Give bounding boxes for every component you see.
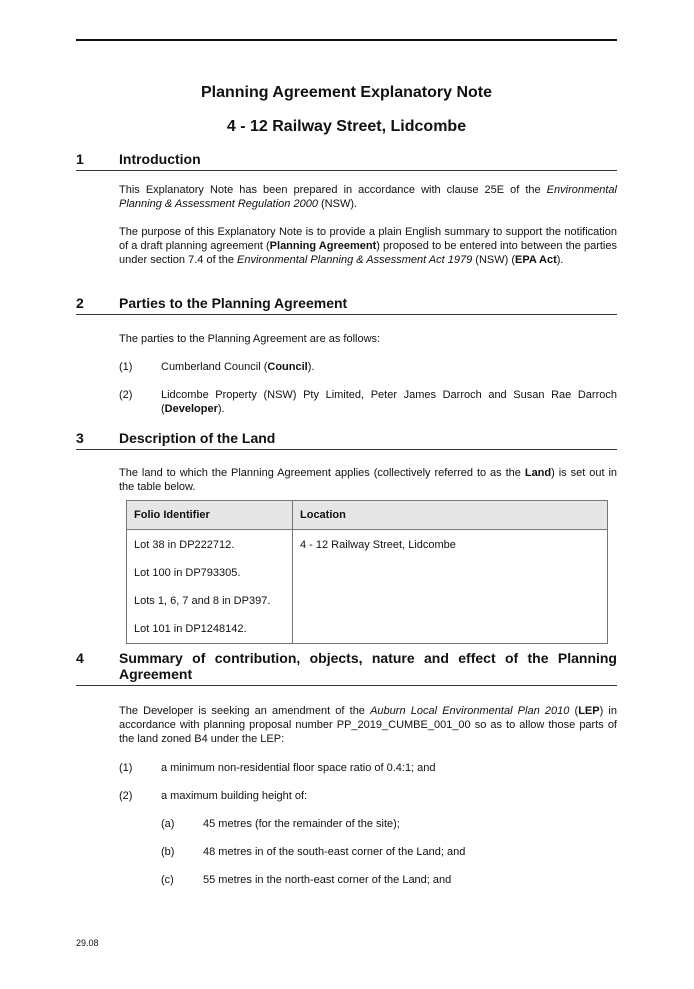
text-run: (NSW).	[317, 198, 358, 210]
text-run: (NSW) (	[472, 254, 515, 266]
table-header-folio: Folio Identifier	[127, 501, 293, 530]
item-number: (1)	[119, 361, 133, 373]
section-number: 1	[76, 151, 84, 167]
folio-identifier: Lot 38 in DP222712.	[134, 539, 235, 551]
text-run: ) in accordance with planning proposal number PP_2019_CUMBE_001_00 so as to allow those parts of the land zoned B4 under the LEP:	[119, 705, 617, 745]
section-title: Summary of contribution, objects, nature and effect of the Planning Agreement	[119, 650, 617, 682]
text-run: ).	[556, 254, 564, 266]
section-heading-introduction	[76, 151, 617, 171]
defined-term: Developer	[164, 403, 218, 415]
section-number: 3	[76, 430, 84, 446]
defined-term: EPA Act	[515, 254, 557, 266]
defined-term: Council	[267, 361, 308, 373]
folio-identifier: Lot 100 in DP793305.	[134, 567, 241, 579]
subitem-text: 55 metres in the north-east corner of the Land; and	[203, 874, 452, 886]
regulation-title: Environmental Planning & Assessment Regulation 2000	[119, 184, 617, 210]
item-text: a maximum building height of:	[161, 790, 308, 802]
list-item	[119, 360, 617, 374]
sub-list-item	[161, 817, 617, 831]
parties-intro: The parties to the Planning Agreement are as follows:	[119, 333, 381, 345]
defined-term: Planning Agreement	[269, 240, 377, 252]
table-header-row	[127, 501, 608, 530]
item-text: a minimum non-residential floor space ratio of 0.4:1; and	[161, 762, 436, 774]
text-run: This Explanatory Note has been prepared in accordance with clause 25E of the	[119, 184, 547, 196]
text-run: ).	[307, 361, 315, 373]
document-subtitle: 4 - 12 Railway Street, Lidcombe	[226, 118, 467, 135]
list-item	[119, 388, 617, 416]
document-title: Planning Agreement Explanatory Note	[200, 84, 492, 101]
land-table	[126, 500, 608, 644]
item-text	[161, 388, 617, 416]
text-run: The purpose of this Explanatory Note is to provide a plain English summary to support the notification of a draft planning agreement (	[119, 226, 617, 252]
section-title: Description of the Land	[119, 430, 276, 446]
sub-list-item	[161, 873, 617, 887]
section-title: Parties to the Planning Agreement	[119, 295, 348, 311]
item-text	[161, 360, 617, 374]
item-number: (2)	[119, 389, 133, 401]
land-intro	[119, 466, 617, 494]
folio-identifier: Lot 101 in DP1248142.	[134, 623, 247, 635]
text-run: (	[569, 705, 579, 717]
list-item	[119, 789, 617, 803]
location-cell	[293, 530, 608, 644]
text-run: Lidcombe Property (NSW) Pty Limited, Peter James Darroch and Susan Rae Darroch (	[161, 389, 617, 415]
intro-paragraph-2	[119, 225, 617, 267]
section-number: 2	[76, 295, 84, 311]
section-heading-summary	[76, 650, 617, 686]
subitem-text: 45 metres (for the remainder of the site);	[203, 818, 400, 830]
item-number: (2)	[119, 790, 133, 802]
lep-title: Auburn Local Environmental Plan 2010	[370, 705, 570, 717]
defined-term: LEP	[578, 705, 600, 717]
folio-cell	[127, 530, 293, 644]
folio-identifier: Lots 1, 6, 7 and 8 in DP397.	[134, 595, 271, 607]
text-run: Cumberland Council (	[161, 361, 268, 373]
subitem-letter: (b)	[161, 846, 175, 858]
subitem-letter: (c)	[161, 874, 174, 886]
section-heading-parties	[76, 295, 617, 315]
table-row	[127, 530, 608, 644]
table-header-location: Location	[293, 501, 608, 530]
text-run: ) is set out in the table below.	[119, 467, 618, 493]
section-title: Introduction	[119, 151, 201, 167]
section-number: 4	[76, 650, 84, 666]
footer-code: 29.08	[76, 938, 99, 948]
intro-paragraph-1	[119, 183, 617, 211]
subitem-text: 48 metres in of the south-east corner of the Land; and	[203, 846, 466, 858]
defined-term: Land	[524, 467, 552, 479]
location-value: 4 - 12 Railway Street, Lidcombe	[300, 539, 456, 551]
text-run: ) proposed to be entered into between the parties under section 7.4 of the	[119, 240, 617, 266]
top-rule	[76, 39, 617, 41]
summary-intro	[119, 704, 617, 746]
act-title: Environmental Planning & Assessment Act 1979	[237, 254, 473, 266]
list-item	[119, 761, 617, 775]
item-number: (1)	[119, 762, 133, 774]
text-run: The land to which the Planning Agreement applies (collectively referred to as the	[119, 467, 525, 479]
subitem-letter: (a)	[161, 818, 175, 830]
text-run: The Developer is seeking an amendment of the	[119, 705, 371, 717]
section-heading-land	[76, 430, 617, 450]
text-run: ).	[217, 403, 225, 415]
sub-list-item	[161, 845, 617, 859]
